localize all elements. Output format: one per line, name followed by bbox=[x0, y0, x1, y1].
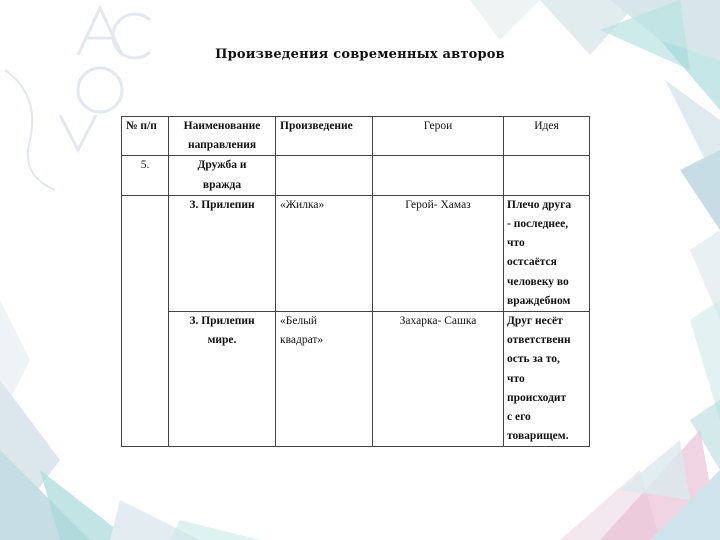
header-direction-line2: направления bbox=[187, 139, 257, 152]
row2-work-line2: квадрат» bbox=[280, 334, 324, 347]
section-num: 5. bbox=[122, 156, 169, 195]
header-idea: Идея bbox=[504, 117, 590, 156]
row2-idea-line: с его bbox=[507, 411, 531, 424]
section-direction-line2: вражда bbox=[202, 178, 242, 191]
row2-author-line1: З. Прилепин bbox=[189, 315, 255, 328]
table-row bbox=[122, 312, 590, 447]
row2-idea-line: что bbox=[507, 372, 525, 385]
row2-work bbox=[276, 312, 373, 447]
row1-idea-line: что bbox=[507, 237, 525, 250]
row1-idea-line: Плечо друга bbox=[507, 198, 572, 211]
row1-idea-line: враждебном bbox=[507, 294, 571, 307]
header-work: Произведение bbox=[276, 117, 373, 156]
row2-idea-line: товарищем. bbox=[507, 430, 569, 443]
table-row bbox=[122, 195, 590, 311]
section-empty-idea bbox=[504, 156, 590, 195]
row2-heroes: Захарка- Сашка bbox=[373, 312, 504, 447]
table-header-row bbox=[122, 117, 590, 156]
row2-idea-line: Друг несёт bbox=[507, 315, 563, 328]
row1-idea-line: - последнее, bbox=[507, 218, 569, 231]
section-direction bbox=[169, 156, 276, 195]
row2-idea-line: происходит bbox=[507, 391, 567, 404]
works-table bbox=[121, 116, 590, 447]
row2-idea bbox=[504, 312, 590, 447]
section-direction-line1: Дружба и bbox=[197, 159, 247, 172]
section-empty-heroes bbox=[373, 156, 504, 195]
row1-author: З. Прилепин bbox=[169, 195, 276, 311]
table-section-row bbox=[122, 156, 590, 195]
header-direction bbox=[169, 117, 276, 156]
row2-work-line1: «Белый bbox=[280, 315, 318, 328]
header-num: № п/п bbox=[122, 117, 169, 156]
empty-num-cell bbox=[122, 195, 169, 447]
section-empty-work bbox=[276, 156, 373, 195]
row1-idea-line: остсаётся bbox=[507, 256, 557, 269]
row1-work: «Жилка» bbox=[276, 195, 373, 311]
header-heroes: Герои bbox=[373, 117, 504, 156]
row2-author bbox=[169, 312, 276, 447]
row1-heroes: Герой- Хамаз bbox=[373, 195, 504, 311]
row1-idea bbox=[504, 195, 590, 311]
row2-author-line2: мире. bbox=[207, 334, 237, 347]
page-title: Произведения современных авторов bbox=[215, 47, 505, 62]
row2-idea-line: ответственн bbox=[507, 334, 571, 347]
row1-idea-line: человеку во bbox=[507, 275, 569, 288]
header-direction-line1: Наименование bbox=[183, 120, 261, 132]
row2-idea-line: ость за то, bbox=[507, 353, 560, 366]
